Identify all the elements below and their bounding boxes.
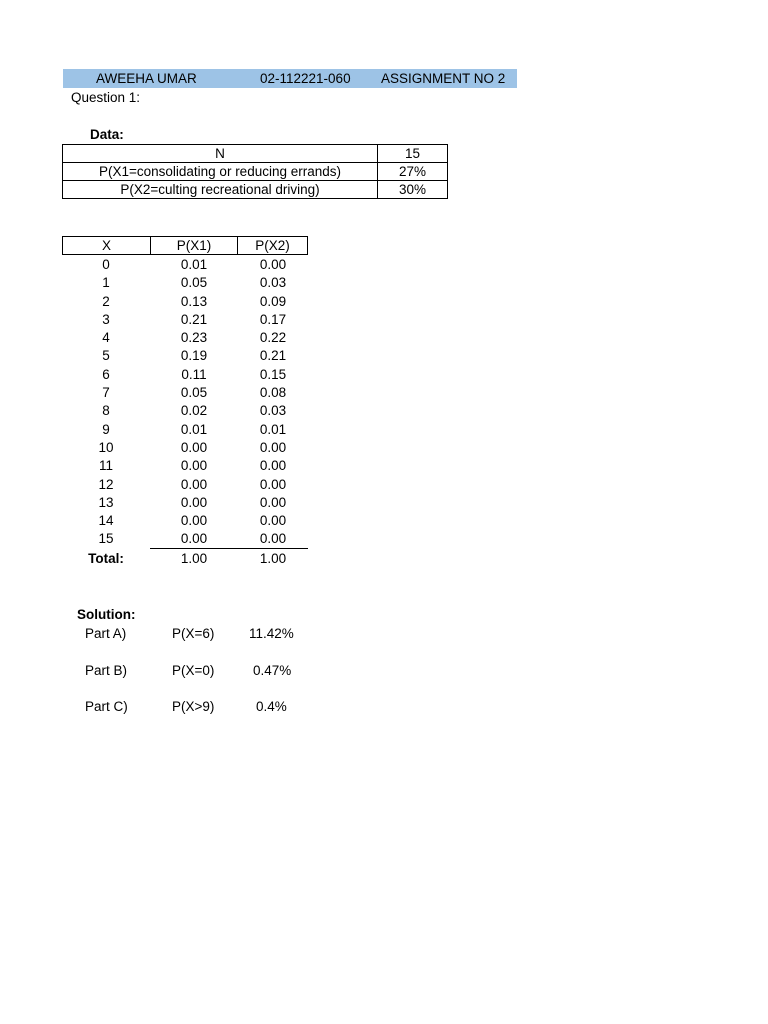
p1-value: 0.05 [180,275,208,290]
column-header-x: X [63,237,151,255]
p2-value: 0.00 [259,458,287,473]
part-c-value: 0.4% [256,699,287,714]
part-c-label: Part C) [85,699,128,714]
part-a-value: 11.42% [249,626,294,641]
table-row [62,348,308,366]
p2-value: 0.00 [259,531,287,546]
x-value: 14 [98,513,114,528]
data-table [62,144,448,199]
data-row-p2 [63,181,448,199]
p2-value: 0.22 [259,330,287,345]
x-value: 6 [102,367,110,382]
p2-value: 0.03 [259,275,287,290]
x-value: 9 [102,422,110,437]
p2-value: 0.17 [259,312,287,327]
p2-value: 0.00 [259,495,287,510]
table-row [62,294,308,312]
total-row [62,551,308,569]
x-value: 5 [102,348,110,363]
data-label-cell: N [63,145,378,163]
x-value: 12 [98,477,114,492]
p2-value: 0.00 [259,477,287,492]
column-header-p1: P(X1) [151,237,238,255]
p2-value: 0.03 [259,403,287,418]
table-row [62,477,308,495]
table-row [62,257,308,275]
p1-value: 0.05 [180,385,208,400]
data-value-cell: 27% [378,163,448,181]
p1-value: 0.01 [180,257,208,272]
p1-value: 0.00 [180,495,208,510]
table-row [62,531,308,549]
p1-value: 0.13 [180,294,208,309]
header-bar [63,69,517,88]
data-value-cell: 30% [378,181,448,199]
p1-value: 0.00 [180,531,208,546]
part-b-value: 0.47% [253,663,292,678]
p2-value: 0.00 [259,440,287,455]
p1-value: 0.00 [180,440,208,455]
x-value: 15 [98,531,114,546]
p2-value: 0.09 [259,294,287,309]
table-row [62,403,308,421]
assignment-title: ASSIGNMENT NO 2 [381,71,506,86]
total-divider [150,548,308,549]
p1-value: 0.00 [180,477,208,492]
x-value: 7 [102,385,110,400]
p2-value: 0.21 [259,348,287,363]
part-c-expr: P(X>9) [172,699,215,714]
student-id: 02-112221-060 [260,71,351,86]
p2-value: 0.08 [259,385,287,400]
part-b-label: Part B) [85,663,128,678]
part-a-expr: P(X=6) [172,626,215,641]
x-value: 0 [102,257,110,272]
p2-value: 0.00 [259,513,287,528]
column-header-p2: P(X2) [238,237,308,255]
p1-value: 0.23 [180,330,208,345]
part-b-expr: P(X=0) [172,663,215,678]
table-row [62,330,308,348]
data-row-n [63,145,448,163]
x-value: 8 [102,403,110,418]
p1-value: 0.19 [180,348,208,363]
x-value: 1 [102,275,110,290]
table-row [62,275,308,293]
table-row [62,458,308,476]
table-row [62,312,308,330]
data-label-cell: P(X2=culting recreational driving) [63,181,378,199]
x-value: 13 [98,495,114,510]
p1-value: 0.01 [180,422,208,437]
x-value: 2 [102,294,110,309]
p2-value: 0.15 [259,367,287,382]
total-p1: 1.00 [180,551,208,566]
part-a-label: Part A) [85,626,127,641]
table-row [62,385,308,403]
p2-value: 0.00 [259,257,287,272]
p1-value: 0.00 [180,513,208,528]
data-value-cell: 15 [378,145,448,163]
p1-value: 0.02 [180,403,208,418]
total-label: Total: [88,551,124,566]
data-label: Data: [90,127,124,142]
distribution-header [62,236,308,255]
x-value: 4 [102,330,110,345]
table-row [62,422,308,440]
p1-value: 0.21 [180,312,208,327]
p2-value: 0.01 [259,422,287,437]
total-p2: 1.00 [259,551,287,566]
x-value: 3 [102,312,110,327]
table-row [62,440,308,458]
table-row [62,495,308,513]
table-row [62,367,308,385]
data-label-cell: P(X1=consolidating or reducing errands) [63,163,378,181]
question-label: Question 1: [71,90,141,105]
x-value: 10 [98,440,114,455]
p1-value: 0.11 [181,367,207,382]
table-row [62,513,308,531]
data-row-p1 [63,163,448,181]
p1-value: 0.00 [180,458,208,473]
x-value: 11 [98,458,113,473]
student-name: AWEEHA UMAR [96,71,197,86]
solution-label: Solution: [77,607,136,622]
